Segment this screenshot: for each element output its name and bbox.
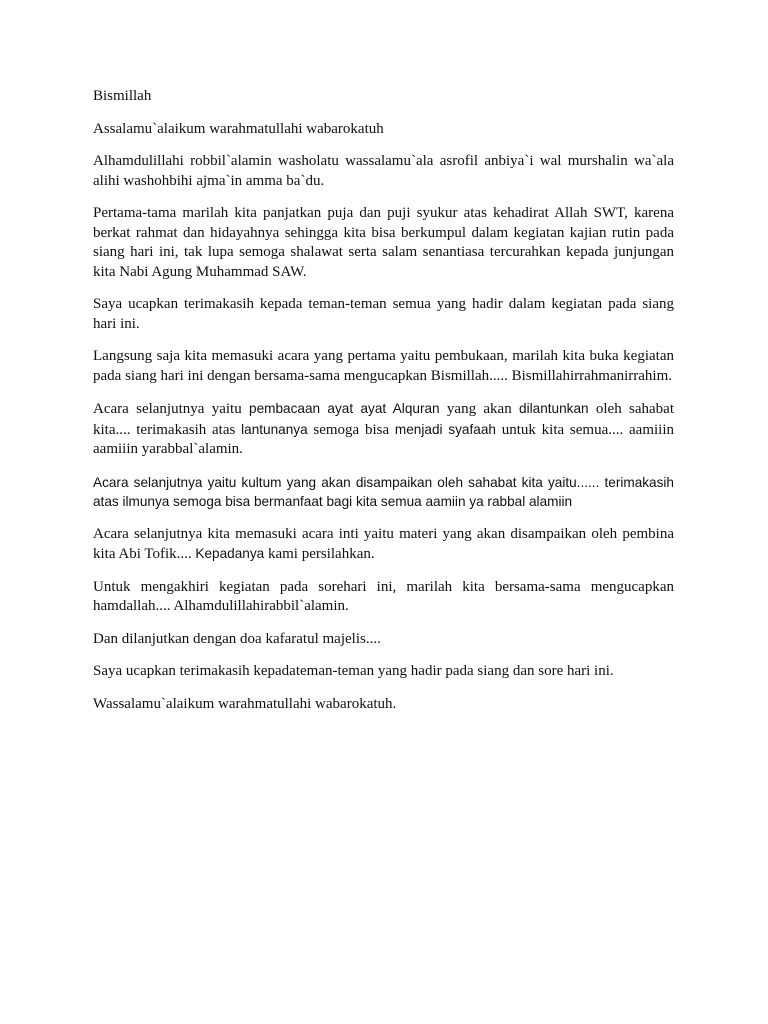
paragraph-kultum: Acara selanjutnya yaitu kultum yang akan disampaikan oleh sahabat kita yaitu...... terimakasih atas ilmunya semoga bisa bermanfaat bagi kita semua aamiin ya rabbal alamiin (93, 474, 674, 509)
text-span: kami persilahkan. (264, 546, 375, 562)
text-span: semoga bisa (307, 421, 395, 438)
text-span: untuk kita semua.... aamiiin aamiiin yarabbal`alamin. (93, 421, 674, 457)
text-span-sans: dilantunkan (519, 401, 589, 416)
paragraph-opening: Bismillah (93, 88, 152, 104)
text-span: yang akan (439, 401, 520, 417)
paragraph-quran-recital (93, 399, 674, 460)
paragraph-greeting: Assalamu`alaikum warahmatullahi wabarokatuh (93, 120, 384, 137)
paragraph-opening-agenda: Langsung saja kita memasuki acara yang pertama yaitu pembukaan, marilah kita buka kegiatan pada siang hari ini dengan bersama-sama mengucapkan Bismillah..... Bismillahirrahmanirrahim. (93, 348, 674, 384)
document-body (93, 87, 674, 727)
paragraph-kafaratul-majelis: Dan dilanjutkan dengan doa kafaratul majelis.... (93, 630, 381, 647)
text-span-sans: lantunanya (241, 421, 308, 437)
paragraph-thanks-attendees: Saya ucapkan terimakasih kepada teman-teman semua yang hadir dalam kegiatan pada siang hari ini. (93, 296, 674, 332)
text-span-sans: Kepadanya (195, 546, 265, 561)
text-span: Acara selanjutnya yaitu (93, 401, 250, 417)
paragraph-gratitude-allah: Pertama-tama marilah kita panjatkan puja dan puji syukur atas kehadirat Allah SWT, karena berkat rahmat dan hidayahnya sehingga kita bisa berkumpul dalam kegiatan kajian rutin pada siang hari ini, tak lupa semoga shalawat serta salam senantiasa tercurahkan kepada junjungan kita Nabi Agung Muhammad SAW. (93, 205, 674, 280)
paragraph-farewell: Wassalamu`alaikum warahmatullahi wabarokatuh. (93, 695, 397, 712)
text-span: Acara selanjutnya kita memasuki acara inti yaitu materi yang akan disampaikan oleh pembina kita Abi Tofik.... (93, 525, 674, 562)
text-span-sans: pembacaan ayat ayat Alquran (249, 401, 440, 416)
paragraph-hamdalah: Alhamdulillahi robbil`alamin washolatu wassalamu`ala asrofil anbiya`i wal murshalin wa`ala alihi washohbihi ajma`in amma ba`du. (93, 153, 674, 189)
paragraph-closing-hamdalah: Untuk mengakhiri kegiatan pada sorehari ini, marilah kita bersama-sama mengucapkan hamdallah.... Alhamdulillahirabbil`alamin. (93, 578, 674, 614)
paragraph-final-thanks: Saya ucapkan terimakasih kepadateman-teman yang hadir pada siang dan sore hari ini. (93, 663, 614, 679)
paragraph-main-material (93, 525, 674, 565)
text-span: oleh sahabat kita.... terimakasih atas (93, 401, 675, 438)
text-span-sans: menjadi syafaah (394, 421, 496, 437)
